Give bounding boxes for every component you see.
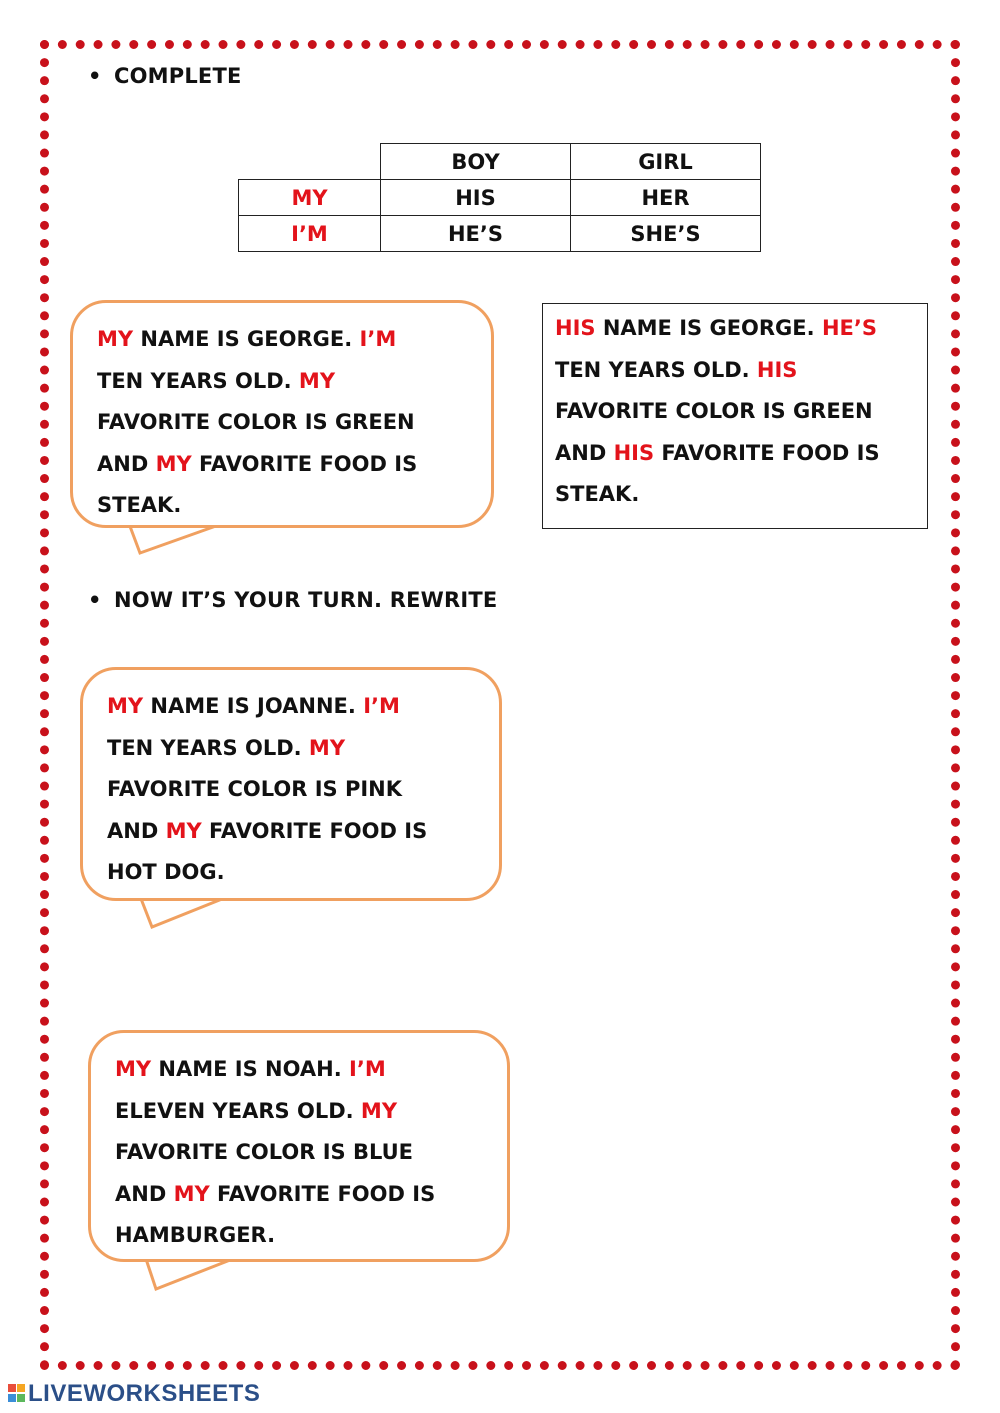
text-line xyxy=(107,686,475,728)
text-line xyxy=(107,769,475,811)
table-row xyxy=(239,180,761,216)
logo-text: LIVEWORKSHEETS xyxy=(28,1380,261,1407)
text-segment: FAVORITE COLOR IS BLUE xyxy=(115,1140,413,1164)
text-segment: TEN YEARS OLD. xyxy=(555,357,757,382)
text-segment: AND xyxy=(115,1181,174,1206)
table-cell: SHE’S xyxy=(571,216,761,252)
text-segment: FAVORITE FOOD IS xyxy=(201,818,428,843)
highlighted-word: I’M xyxy=(349,1057,386,1081)
bubble-text xyxy=(97,319,467,527)
highlighted-word: MY xyxy=(173,1181,210,1206)
text-line xyxy=(555,474,915,516)
text-segment: FAVORITE FOOD IS xyxy=(191,451,418,476)
highlighted-word: MY xyxy=(115,1057,152,1081)
table-header-cell: BOY xyxy=(381,144,571,180)
highlighted-word: MY xyxy=(97,327,134,351)
pronoun-table xyxy=(238,143,761,252)
text-segment: FAVORITE FOOD IS xyxy=(654,440,880,465)
text-segment: STEAK. xyxy=(97,493,182,517)
text-line xyxy=(107,811,475,853)
highlighted-word: HIS xyxy=(756,357,798,382)
answer-text xyxy=(555,308,915,516)
text-line xyxy=(97,485,467,527)
text-line xyxy=(555,391,915,433)
text-segment: ELEVEN YEARS OLD. xyxy=(115,1098,361,1123)
text-segment: TEN YEARS OLD. xyxy=(97,368,299,393)
text-line xyxy=(115,1132,483,1174)
text-line xyxy=(97,402,467,444)
bubble-text xyxy=(115,1049,483,1257)
text-segment: NAME IS GEORGE. xyxy=(595,316,822,340)
table-header-cell: GIRL xyxy=(571,144,761,180)
text-segment: NAME IS NOAH. xyxy=(151,1057,350,1081)
text-line xyxy=(97,319,467,361)
liveworksheets-logo xyxy=(8,1380,260,1408)
answer-box-george xyxy=(542,303,928,529)
speech-bubble-noah xyxy=(88,1030,510,1262)
text-line xyxy=(97,361,467,403)
table-row xyxy=(239,216,761,252)
highlighted-word: I’M xyxy=(363,694,400,718)
table-cell: HE’S xyxy=(381,216,571,252)
highlighted-word: MY xyxy=(360,1098,398,1123)
text-line xyxy=(555,308,915,350)
text-segment: FAVORITE COLOR IS GREEN xyxy=(555,399,873,423)
highlighted-word: HIS xyxy=(613,440,655,465)
text-line xyxy=(115,1215,483,1257)
bullet-icon: • xyxy=(88,64,102,88)
text-line xyxy=(107,728,475,770)
text-segment: HAMBURGER. xyxy=(115,1223,276,1247)
text-segment: STEAK. xyxy=(555,482,640,506)
table-header-row xyxy=(239,144,761,180)
highlighted-word: MY xyxy=(165,818,202,843)
table-cell: I’M xyxy=(239,216,381,252)
text-line xyxy=(555,350,915,392)
text-line xyxy=(115,1049,483,1091)
text-line xyxy=(115,1091,483,1133)
speech-bubble-joanne xyxy=(80,667,502,901)
text-segment: HOT DOG. xyxy=(107,860,225,884)
text-segment: FAVORITE FOOD IS xyxy=(209,1181,436,1206)
text-segment: TEN YEARS OLD. xyxy=(107,735,309,760)
text-line xyxy=(107,852,475,894)
text-segment: FAVORITE COLOR IS PINK xyxy=(107,777,402,801)
text-segment: AND xyxy=(107,818,166,843)
text-segment: NAME IS GEORGE. xyxy=(133,327,360,351)
highlighted-word: HIS xyxy=(555,316,596,340)
text-segment: FAVORITE COLOR IS GREEN xyxy=(97,410,415,434)
highlighted-word: MY xyxy=(107,694,144,718)
highlighted-word: MY xyxy=(298,368,336,393)
instruction-text: COMPLETE xyxy=(114,64,242,88)
speech-bubble-george xyxy=(70,300,494,528)
table-cell: MY xyxy=(239,180,381,216)
text-line xyxy=(555,433,915,475)
highlighted-word: MY xyxy=(308,735,346,760)
highlighted-word: MY xyxy=(155,451,192,476)
instruction-rewrite xyxy=(88,588,497,612)
table-cell: HIS xyxy=(381,180,571,216)
liveworksheets-logo-icon xyxy=(8,1382,26,1404)
instruction-text: NOW IT’S YOUR TURN. REWRITE xyxy=(114,588,498,612)
text-line xyxy=(115,1174,483,1216)
highlighted-word: HE’S xyxy=(821,316,877,340)
table-header-cell xyxy=(239,144,381,180)
bubble-text xyxy=(107,686,475,894)
text-segment: AND xyxy=(97,451,156,476)
text-segment: AND xyxy=(555,440,614,465)
highlighted-word: I’M xyxy=(359,327,397,351)
table-cell: HER xyxy=(571,180,761,216)
bullet-icon: • xyxy=(88,588,102,612)
text-line xyxy=(97,444,467,486)
text-segment: NAME IS JOANNE. xyxy=(143,694,364,718)
instruction-complete xyxy=(88,64,242,88)
